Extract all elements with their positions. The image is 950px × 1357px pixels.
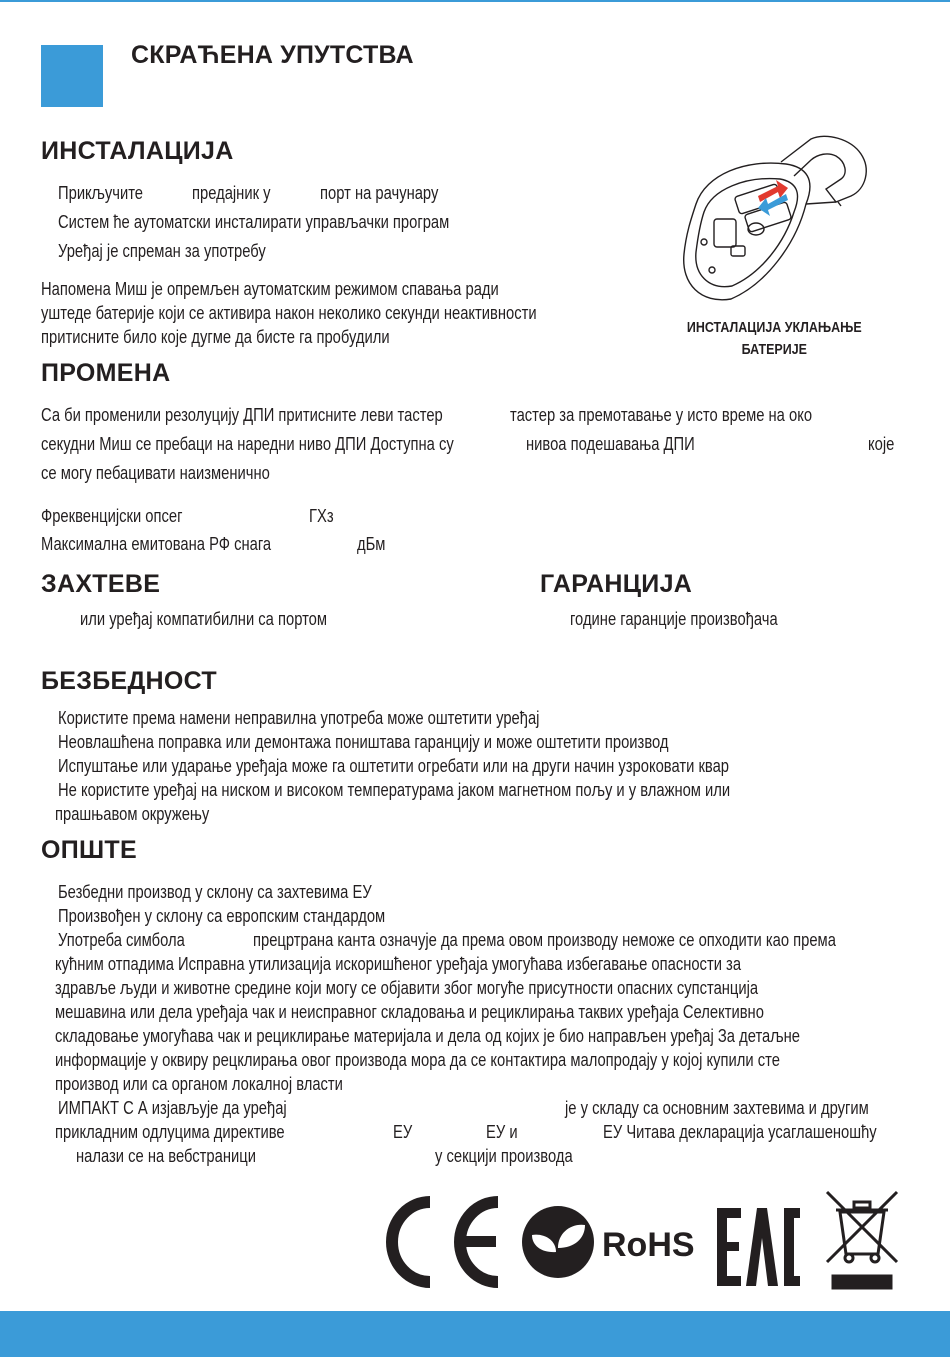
change-text-3: се могу пебацивати наизменично [41, 463, 270, 483]
install-note-line-2: уштеде батерије који се активира након неколико секунди неактивности [41, 303, 537, 323]
install-step-1b: предајник у [192, 183, 271, 203]
top-rule [0, 0, 950, 2]
document-title: СКРАЋЕНА УПУТСТВА [131, 41, 414, 69]
weee-line-3: здравље људи и животне средине који могу се објавити због могуће присутности опасних супстанција [55, 978, 759, 998]
change-text-1a: Са би променили резолуцију ДПИ притисните леви тастер [41, 405, 443, 425]
declaration-line-2d: ЕУ Читава декларација усаглашеношћу [603, 1122, 877, 1142]
change-text-2b: нивоа подешавања ДПИ [526, 434, 695, 454]
declaration-line-1b: је у складу са основним захтевима и другим [565, 1098, 869, 1118]
change-heading: ПРОМЕНА [41, 359, 171, 387]
mouse-battery-illustration [676, 134, 876, 314]
weee-line-4: мешавина или дела уређаја чак и неисправног складовања и рециклирања таквих уређаја Селективно [55, 1002, 764, 1022]
declaration-line-2a: прикладним одлуцима директиве [55, 1122, 285, 1142]
weee-line-7: производ или са органом локалној власти [55, 1074, 343, 1094]
change-text-2a: секудни Миш се пребаци на наредни ниво ДПИ Доступна су [41, 434, 454, 454]
requirements-heading: ЗАХТЕВЕ [41, 570, 161, 598]
weee-bin-icon [827, 1192, 897, 1288]
warranty-heading: ГАРАНЦИЈА [540, 570, 693, 598]
caption-line-1: ИНСТАЛАЦИЈА УКЛАЊАЊЕ [686, 320, 862, 336]
weee-line-6: информације у оквиру рецклирања овог производа мора да се контактира малопродају у којој купили сте [55, 1050, 780, 1070]
caption-line-2: БАТЕРИЈЕ [741, 342, 807, 358]
change-text-2c: које [868, 434, 895, 454]
rf-power-unit: дБм [357, 534, 386, 554]
change-text-1b: тастер за премотавање у исто време на око [510, 405, 813, 425]
eac-mark-icon [717, 1208, 800, 1286]
illustration-caption [684, 317, 865, 361]
safety-heading: БЕЗБЕДНОСТ [41, 667, 217, 695]
declaration-line-3a: налази се на вебстраници [76, 1146, 256, 1166]
certification-logos [380, 1190, 900, 1295]
safety-line-4: Не користите уређај на ниском и високом температурама јаком магнетном пољу и у влажном или [58, 780, 731, 800]
install-step-1a: Прикључите [58, 183, 144, 203]
frequency-label: Фреквенцијски опсег [41, 506, 183, 526]
safety-line-5: прашњавом окружењу [55, 804, 210, 824]
install-note-line-3: притисните било које дугме да бисте га пробудили [41, 327, 390, 347]
header-accent-square [41, 45, 103, 107]
weee-line-1b: прецртрана канта означује да према овом производу неможе се опходити као према [253, 930, 836, 950]
footer-bar [0, 1311, 950, 1357]
rf-power-label: Максимална емитована РФ снага [41, 534, 272, 554]
install-note-line-1: Напомена Миш је опремљен аутоматским режимом спавања ради [41, 279, 499, 299]
safety-line-2: Неовлашћена поправка или демонтажа поништава гаранцију и може оштетити производ [58, 732, 669, 752]
general-line-2: Произвођен у склону са европским стандардом [58, 906, 386, 926]
weee-line-2: кућним отпадима Исправна утилизација искоришћеног уређаја умогућава избегавање опасности за [55, 954, 742, 974]
install-step-3: Уређај је спреман за употребу [58, 241, 266, 261]
install-step-1c: порт на рачунару [320, 183, 439, 203]
declaration-line-2b: ЕУ [393, 1122, 413, 1142]
declaration-line-2c: ЕУ и [486, 1122, 518, 1142]
install-step-2: Систем ће аутоматски инсталирати управљачки програм [58, 212, 450, 232]
installation-heading: ИНСТАЛАЦИЈА [41, 137, 234, 165]
warranty-text: године гаранције произвођача [570, 609, 778, 629]
declaration-line-1a: ИМПАКТ С А изјављује да уређај [58, 1098, 287, 1118]
ce-mark-icon [392, 1202, 498, 1282]
safety-line-1: Користите према намени неправилна употреба може оштетити уређај [58, 708, 540, 728]
frequency-unit: ГХз [309, 506, 334, 526]
declaration-line-3b: у секцији производа [435, 1146, 573, 1166]
weee-line-5: складовање умогућава чак и рециклирање материјала и дела од којих је био направљен уређај За детаљне [55, 1026, 800, 1046]
general-heading: ОПШТЕ [41, 836, 137, 864]
safety-line-3: Испуштање или ударање уређаја може га оштетити огребати или на други начин узроковати квар [58, 756, 730, 776]
rohs-leaf-icon [522, 1206, 594, 1278]
rohs-text: RoHS [602, 1226, 695, 1264]
weee-line-1a: Употреба симбола [58, 930, 185, 950]
general-line-1: Безбедни производ у склону са захтевима ЕУ [58, 882, 372, 902]
requirements-text: или уређај компатибилни са портом [80, 609, 328, 629]
